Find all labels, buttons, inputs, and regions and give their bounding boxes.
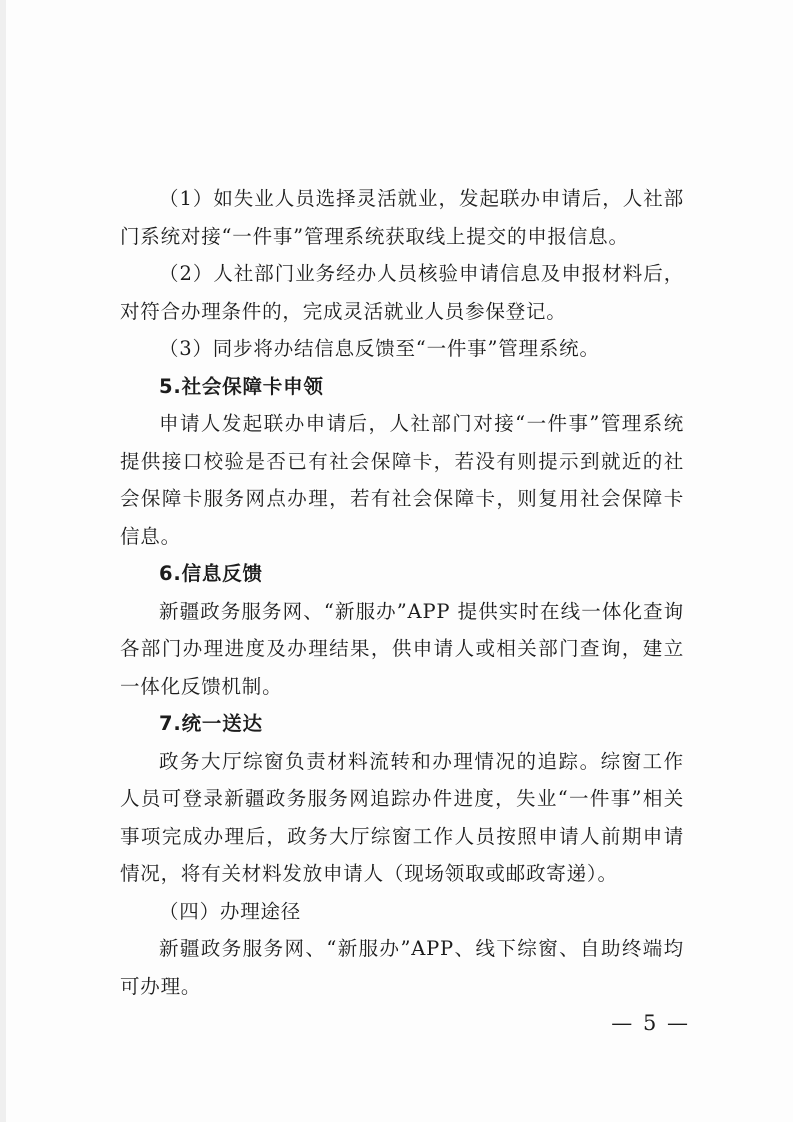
section-6-heading: 6.信息反馈 (159, 562, 263, 585)
section-6-body: 新疆政务服务网、“新服办”APP 提供实时在线一体化查询各部门办理进度及办理结果，供申请人或相关部门查询，建立一体化反馈机制。 (120, 599, 684, 698)
document-body (120, 180, 684, 1005)
page-number: — 5 — (611, 1011, 690, 1035)
paragraph-step-1: （1）如失业人员选择灵活就业，发起联办申请后，人社部门系统对接“一件事”管理系统获取线上提交的申报信息。 (120, 187, 684, 248)
section-7-heading: 7.统一送达 (159, 712, 263, 735)
section-four-body: 新疆政务服务网、“新服办”APP、线下综窗、自助终端均可办理。 (120, 937, 684, 998)
section-5-heading: 5.社会保障卡申领 (159, 374, 324, 398)
section-four-label: （四）办理途径 (159, 899, 302, 923)
paragraph-step-3: （3）同步将办结信息反馈至“一件事”管理系统。 (159, 337, 600, 360)
scan-edge (0, 0, 6, 1122)
paragraph-step-2: （2）人社部门业务经办人员核验申请信息及申报材料后，对符合办理条件的，完成灵活就业人员参保登记。 (120, 262, 684, 323)
section-5-body: 申请人发起联办申请后，人社部门对接“一件事”管理系统提供接口校验是否已有社会保障卡，若没有则提示到就近的社会保障卡服务网点办理，若有社会保障卡，则复用社会保障卡信息。 (120, 412, 684, 548)
section-7-body: 政务大厅综窗负责材料流转和办理情况的追踪。综窗工作人员可登录新疆政务服务网追踪办件进度，失业“一件事”相关事项完成办理后，政务大厅综窗工作人员按照申请人前期申请情况，将有关材料发放申请人（现场领取或邮政寄递）。 (120, 749, 684, 885)
